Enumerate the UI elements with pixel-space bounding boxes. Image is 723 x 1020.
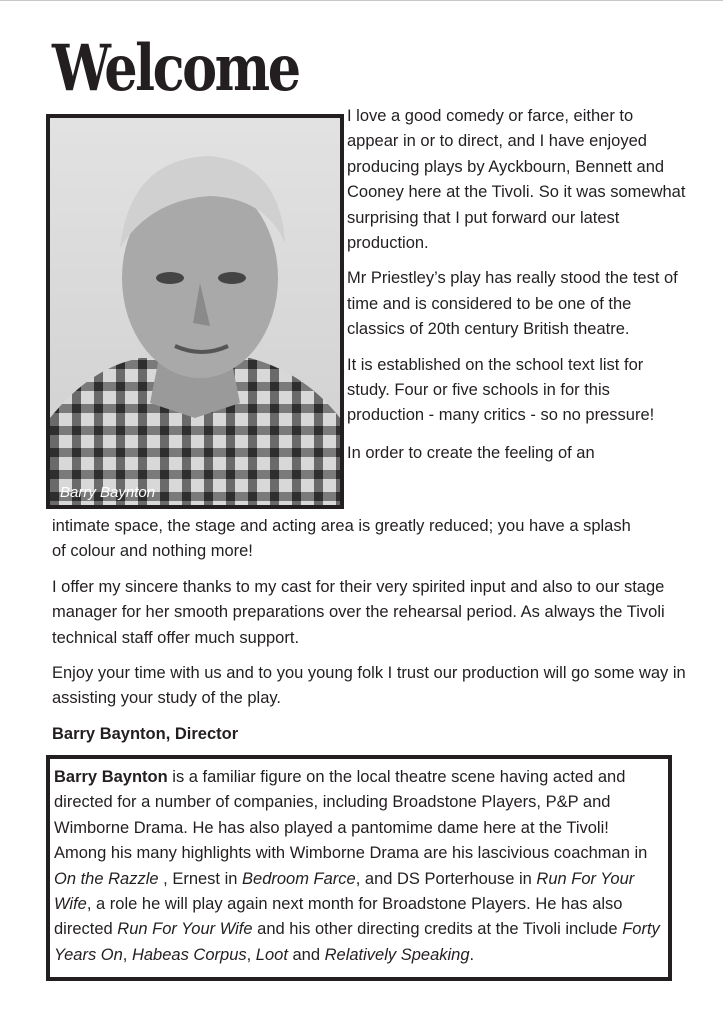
bio-text: and xyxy=(287,945,325,964)
biography-text xyxy=(54,765,668,968)
bio-text: is a familiar figure on the local theatre scene having acted and directed for a number of companies, including Broadstone Players, P&P and Wimborne Drama. He has also played a pantomime dame here at the Tivoli! Among his many highlights with Wimborne Drama are his lascivious coachman in xyxy=(54,768,648,863)
director-photo xyxy=(46,114,344,509)
bio-text: . xyxy=(469,945,475,964)
main-text xyxy=(52,514,692,757)
portrait-image xyxy=(50,118,340,505)
paragraph-1: I love a good comedy or farce, either to appear in or to direct, and I have enjoyed producing plays by Ayckbourn, Bennett and Cooney here at the Tivoli. So it was somewhat surprising that I put forward our latest production. xyxy=(347,107,686,253)
paragraph-2: Mr Priestley’s play has really stood the test of time and is considered to be one of the classics of 20th century British theatre. xyxy=(347,269,678,339)
play-title: Forty Years On xyxy=(54,920,660,964)
paragraph-4-line-2: intimate space, the stage and acting area is greatly reduced; you have a splash xyxy=(52,517,631,535)
bio-text: , and DS Porterhouse in xyxy=(355,869,537,888)
paragraph-6: Enjoy your time with us and to you young folk I trust our production will go some way in assisting your study of the play. xyxy=(52,664,686,708)
photo-caption: Barry Baynton xyxy=(60,484,156,501)
bio-text: , a role he will play again next month for Broadstone Players. He has also directed xyxy=(54,895,623,939)
play-title: Loot xyxy=(255,945,288,964)
play-title: Run For Your Wife xyxy=(117,920,253,939)
paragraph-4-continuation xyxy=(52,514,692,565)
page-top-rule xyxy=(0,0,723,1)
intro-column xyxy=(347,104,687,476)
play-title: Relatively Speaking xyxy=(324,945,470,964)
signature: Barry Baynton, Director xyxy=(52,724,239,743)
play-title: Bedroom Farce xyxy=(242,869,356,888)
bio-text: , xyxy=(246,945,256,964)
play-title: On the Razzle xyxy=(54,869,159,888)
page-title: Welcome xyxy=(52,31,299,106)
bio-text: , xyxy=(122,945,132,964)
bio-name: Barry Baynton xyxy=(54,768,168,786)
paragraph-3: It is established on the school text list for study. Four or five schools in for this production - many critics - so no pressure! xyxy=(347,355,655,425)
biography-box xyxy=(46,755,672,981)
bio-text: and his other directing credits at the Tivoli include xyxy=(252,920,623,939)
play-title: Run For Your Wife xyxy=(54,869,635,914)
paragraph-4-line-3: of colour and nothing more! xyxy=(52,542,253,561)
play-title: Habeas Corpus xyxy=(131,945,247,964)
paragraph-4-start: In order to create the feeling of an xyxy=(347,443,595,462)
paragraph-5: I offer my sincere thanks to my cast for their very spirited input and also to our stage manager for her smooth preparations over the rehearsal period. As always the Tivoli technical staff offer much support. xyxy=(52,577,665,647)
bio-text: , Ernest in xyxy=(158,869,243,888)
